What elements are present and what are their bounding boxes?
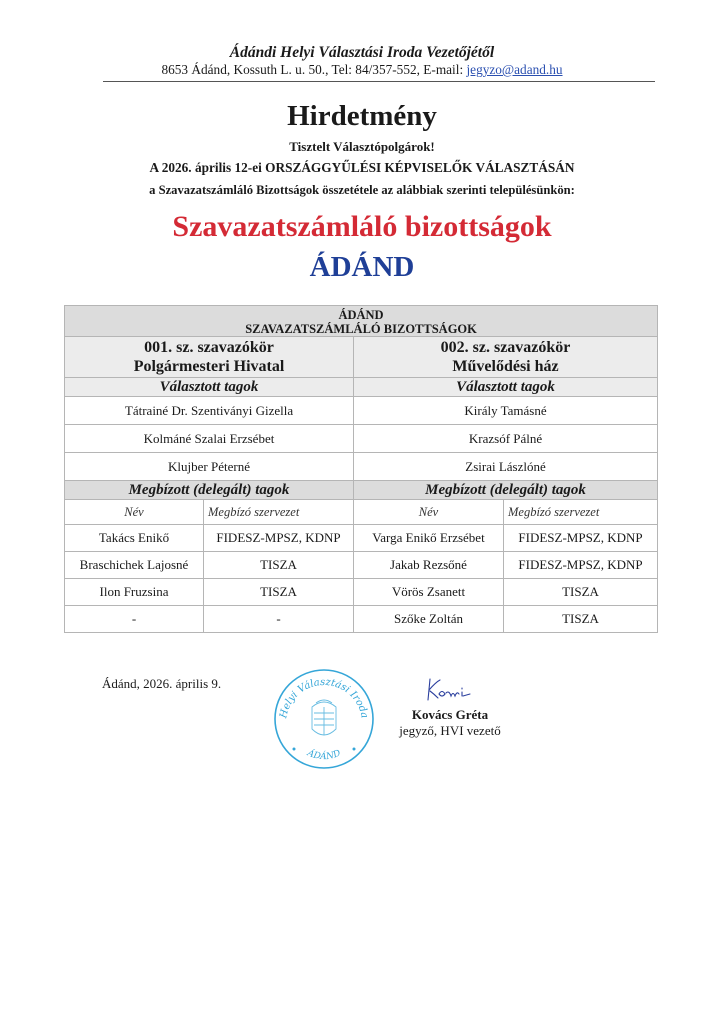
delegate-org: TISZA (204, 579, 354, 606)
station-place: Polgármesteri Hivatal (133, 358, 285, 375)
stamp-star-left (293, 748, 296, 751)
header-divider (103, 81, 655, 82)
municipality-title: ÁDÁND (309, 251, 415, 283)
official-stamp (272, 667, 376, 771)
elected-member: Klujber Péterné (65, 453, 354, 481)
table-row (65, 552, 658, 579)
delegated-subheader-row (65, 500, 658, 525)
delegate-name: - (65, 606, 204, 633)
election-line: A 2026. április 12-ei ORSZÁGGYŰLÉSI KÉPVISELŐK VÁLASZTÁSÁN (149, 160, 575, 175)
elected-member: Krazsóf Pálné (354, 425, 658, 453)
table-row (65, 579, 658, 606)
station-header-row (65, 337, 658, 378)
committees-title: Szavazatszámláló bizottságok (172, 210, 552, 243)
elected-member: Tátrainé Dr. Szentiványi Gizella (65, 397, 354, 425)
station-number: 001. sz. szavazókör (144, 339, 274, 356)
delegate-org: TISZA (504, 579, 658, 606)
table-row (65, 606, 658, 633)
signing-date: Ádánd, 2026. április 9. (102, 676, 222, 691)
delegated-label: Megbízott (delegált) tagok (354, 481, 658, 500)
stamp-top-text: Helyi Választási Iroda (278, 676, 370, 720)
name-column-header: Név (65, 500, 204, 525)
delegate-org: FIDESZ-MPSZ, KDNP (204, 525, 354, 552)
document-title: Hirdetmény (287, 100, 437, 132)
delegate-org: FIDESZ-MPSZ, KDNP (504, 552, 658, 579)
delegated-label: Megbízott (delegált) tagok (65, 481, 354, 500)
delegate-name: Varga Enikő Erzsébet (354, 525, 504, 552)
signer-role: jegyző, HVI vezető (399, 723, 501, 738)
delegate-name: Takács Enikő (65, 525, 204, 552)
table-row (65, 453, 658, 481)
email-link[interactable]: jegyzo@adand.hu (466, 62, 563, 77)
delegate-name: Vörös Zsanett (354, 579, 504, 606)
stamp-bottom-text: ÁDÁND (305, 748, 343, 763)
table-row (65, 525, 658, 552)
elected-header-row (65, 378, 658, 397)
table-row (65, 397, 658, 425)
elected-member: Király Tamásné (354, 397, 658, 425)
signer-name: Kovács Gréta (411, 707, 489, 722)
elected-label: Választott tagok (65, 378, 354, 397)
table-header-row (65, 306, 658, 337)
delegate-org: TISZA (504, 606, 658, 633)
committees-table (64, 305, 658, 633)
delegate-name: Jakab Rezsőné (354, 552, 504, 579)
delegate-name: Szőke Zoltán (354, 606, 504, 633)
office-heading: Ádándi Helyi Választási Iroda Vezetőjétől (229, 44, 495, 61)
intro-line: a Szavazatszámláló Bizottságok összetétele az alábbiak szerinti településünkön: (149, 183, 575, 197)
table-header-line2: SZAVAZATSZÁMLÁLÓ BIZOTTSÁGOK (245, 322, 477, 336)
station-number: 002. sz. szavazókör (440, 339, 571, 356)
elected-member: Zsirai Lászlóné (354, 453, 658, 481)
office-address (0, 62, 724, 78)
delegated-header-row (65, 481, 658, 500)
station-place: Művelődési ház (452, 358, 559, 375)
elected-member: Kolmáné Szalai Erzsébet (65, 425, 354, 453)
name-column-header: Név (354, 500, 504, 525)
signature (424, 676, 474, 702)
org-column-header: Megbízó szervezet (204, 500, 354, 525)
table-header (65, 306, 658, 337)
delegate-org: FIDESZ-MPSZ, KDNP (504, 525, 658, 552)
elected-label: Választott tagok (354, 378, 658, 397)
coat-of-arms-icon (312, 700, 336, 735)
stamp-star-right (353, 748, 356, 751)
table-row (65, 425, 658, 453)
address-text: 8653 Ádánd, Kossuth L. u. 50., Tel: 84/357-552, E-mail: (161, 62, 467, 77)
greeting: Tisztelt Választópolgárok! (289, 139, 435, 154)
delegate-org: TISZA (204, 552, 354, 579)
station-002-header (354, 337, 658, 378)
delegate-name: Ilon Fruzsina (65, 579, 204, 606)
station-001-header (65, 337, 354, 378)
table-header-line1: ÁDÁND (338, 308, 384, 322)
org-column-header: Megbízó szervezet (504, 500, 658, 525)
signature-stroke (428, 679, 470, 700)
delegate-org: - (204, 606, 354, 633)
delegate-name: Braschichek Lajosné (65, 552, 204, 579)
